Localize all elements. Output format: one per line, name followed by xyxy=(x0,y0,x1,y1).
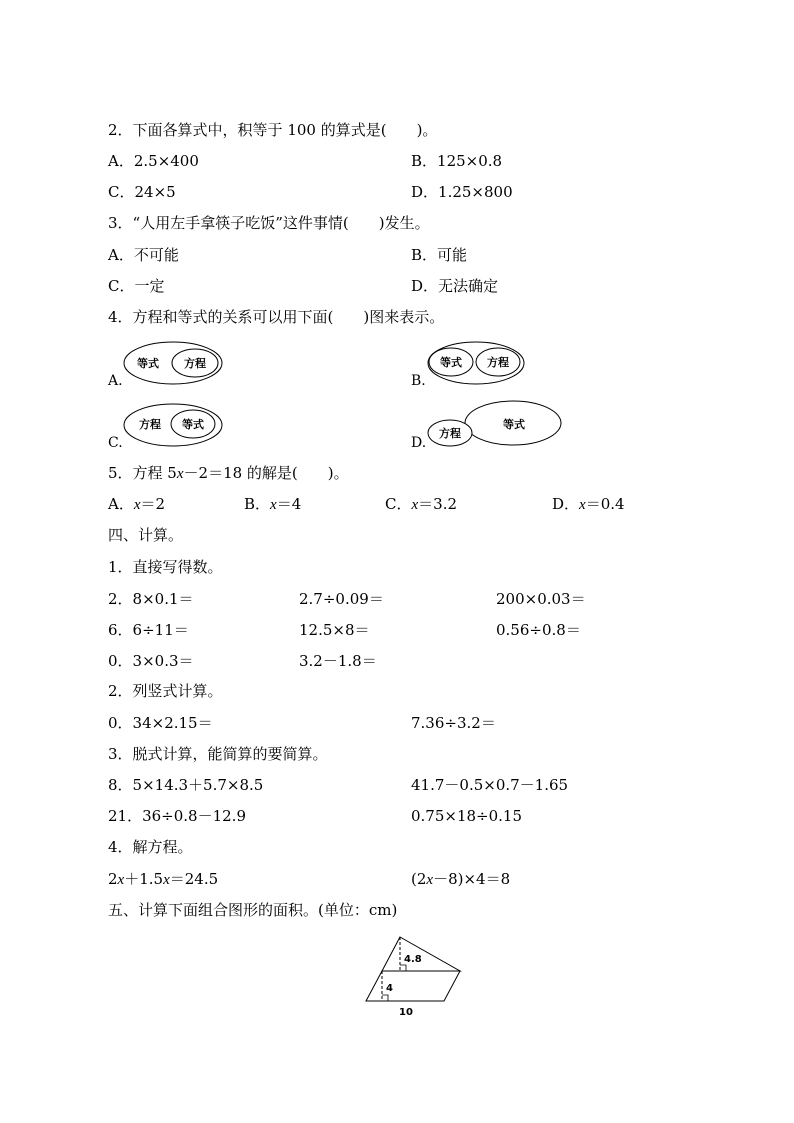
oral-calc-item: 200×0.03＝ xyxy=(496,590,586,608)
venn-diagram-b xyxy=(426,340,526,386)
q3-option-c: C．一定 xyxy=(108,277,165,295)
q5-option-c: C．x＝3.2 xyxy=(385,495,458,513)
triangle-height-label: 4.8 xyxy=(404,954,422,965)
q5-option-a: A．x＝2 xyxy=(108,495,166,513)
oral-calc-item: 2．8×0.1＝ xyxy=(108,590,194,608)
s4-p4-title: 4．解方程。 xyxy=(108,838,193,856)
q2-option-a: A．2.5×400 xyxy=(108,152,199,170)
s4-p3-title: 3．脱式计算，能简算的要简算。 xyxy=(108,745,328,763)
q2-option-d: D．1.25×800 xyxy=(411,183,513,201)
section5-title: 五、计算下面组合图形的面积。(单位：cm) xyxy=(108,901,398,919)
equation-2: (2x－8)×4＝8 xyxy=(411,870,511,888)
parallelogram-height-label: 4 xyxy=(386,983,393,994)
vertical-calc-item: 0．34×2.15＝ xyxy=(108,714,213,732)
q5-option-b: B．x＝4 xyxy=(244,495,302,513)
q2-option-c: C．24×5 xyxy=(108,183,176,201)
venn-c-outer-label: 方程 xyxy=(139,418,161,431)
q3-option-a: A．不可能 xyxy=(108,246,179,264)
oral-calc-item: 0．3×0.3＝ xyxy=(108,652,194,670)
q5-option-d: D．x＝0.4 xyxy=(552,495,625,513)
venn-diagram-c xyxy=(122,402,224,448)
stepwise-calc-item: 21．36÷0.8－12.9 xyxy=(108,807,246,825)
venn-d-small-label: 方程 xyxy=(439,427,461,440)
venn-d-large-label: 等式 xyxy=(503,418,525,431)
s4-p1-title: 1．直接写得数。 xyxy=(108,558,223,576)
base-label: 10 xyxy=(399,1007,413,1018)
q4-letter-a: A. xyxy=(108,373,123,389)
q5-stem: 5．方程 5x－2＝18 的解是( )。 xyxy=(108,464,349,482)
q3-stem: 3．“人用左手拿筷子吃饭”这件事情( )发生。 xyxy=(108,214,430,232)
vertical-calc-item: 7.36÷3.2＝ xyxy=(411,714,496,732)
section4-title: 四、计算。 xyxy=(108,526,184,544)
q4-stem: 4．方程和等式的关系可以用下面( )图来表示。 xyxy=(108,308,445,326)
oral-calc-item: 12.5×8＝ xyxy=(299,621,370,639)
venn-b-left-label: 等式 xyxy=(440,356,462,369)
stepwise-calc-item: 0.75×18÷0.15 xyxy=(411,807,523,825)
venn-diagram-a xyxy=(122,340,224,386)
venn-c-inner-label: 等式 xyxy=(182,418,204,431)
q4-letter-d: D. xyxy=(411,435,427,451)
equation-1: 2x＋1.5x＝24.5 xyxy=(108,870,219,888)
q4-letter-b: B. xyxy=(411,373,426,389)
venn-diagram-d xyxy=(426,398,566,450)
oral-calc-item: 0.56÷0.8＝ xyxy=(496,621,581,639)
venn-a-outer-label: 等式 xyxy=(137,357,159,370)
oral-calc-item: 6．6÷11＝ xyxy=(108,621,189,639)
q3-option-b: B．可能 xyxy=(411,246,468,264)
composite-figure xyxy=(360,932,470,1020)
oral-calc-item: 3.2－1.8＝ xyxy=(299,652,377,670)
q4-letter-c: C. xyxy=(108,435,123,451)
q3-option-d: D．无法确定 xyxy=(411,277,499,295)
venn-b-right-label: 方程 xyxy=(487,356,509,369)
stepwise-calc-item: 8．5×14.3＋5.7×8.5 xyxy=(108,776,264,794)
oral-calc-item: 2.7÷0.09＝ xyxy=(299,590,384,608)
stepwise-calc-item: 41.7－0.5×0.7－1.65 xyxy=(411,776,569,794)
venn-a-inner-label: 方程 xyxy=(184,357,206,370)
s4-p2-title: 2．列竖式计算。 xyxy=(108,682,223,700)
q2-stem: 2．下面各算式中，积等于 100 的算式是( )。 xyxy=(108,121,438,139)
q2-option-b: B．125×0.8 xyxy=(411,152,503,170)
